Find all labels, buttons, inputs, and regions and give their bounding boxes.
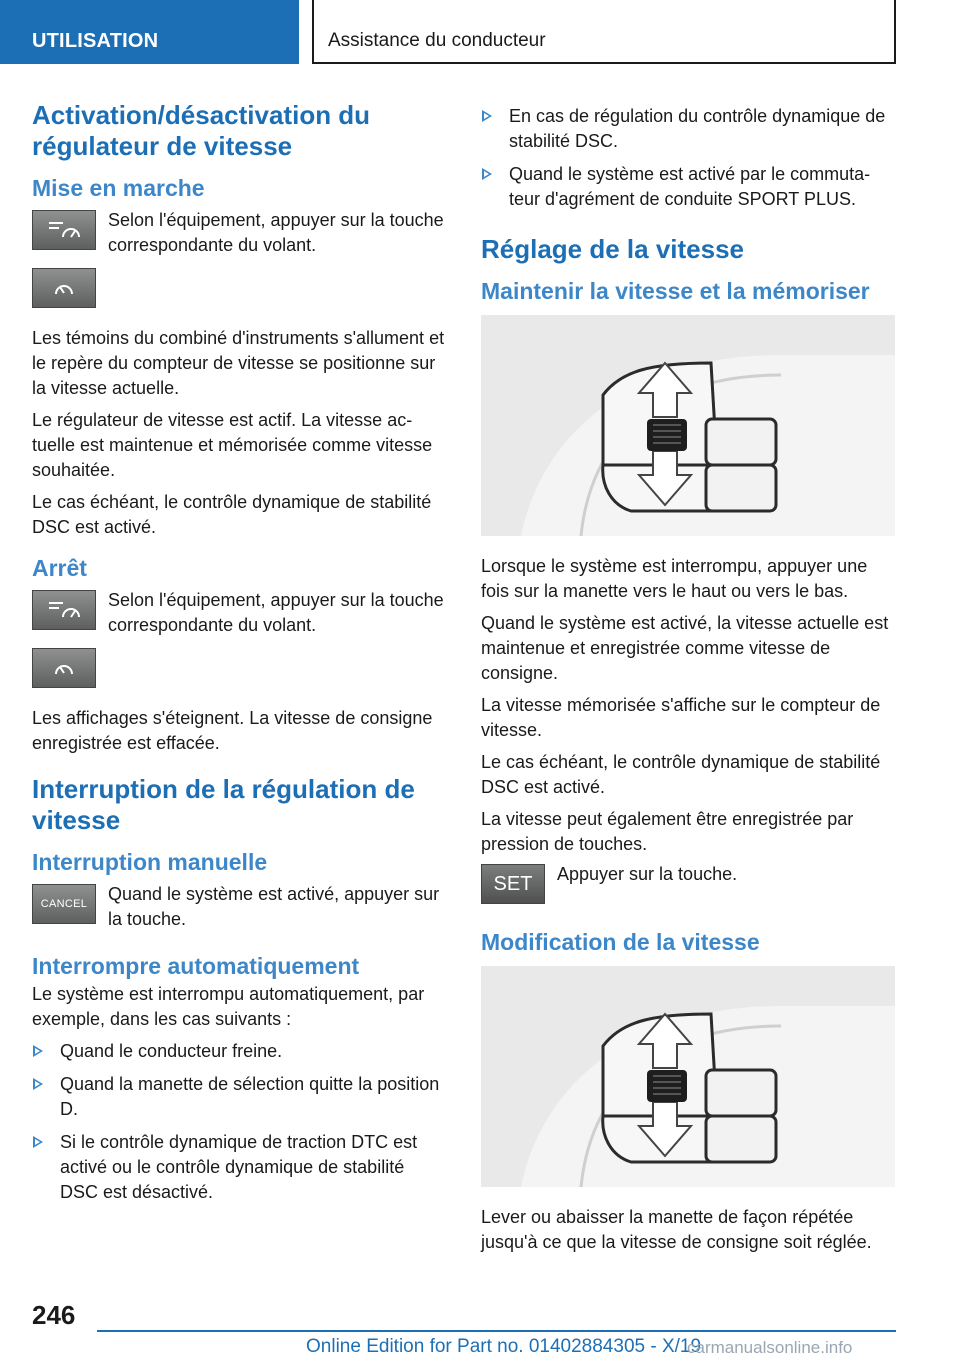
heading-stop: Arrêt	[32, 555, 87, 581]
start-p1: Les témoins du combiné d'instruments s'allument et le repère du compteur de vitesse se positionne sur la vitesse actuelle.	[32, 328, 445, 398]
cancel-button-icon: CANCEL	[32, 884, 96, 924]
list-item: Quand le conducteur freine.	[32, 1039, 446, 1064]
stop-p4: Les affichages s'éteignent. La vitesse de consigne enregistrée est effacée.	[32, 708, 433, 753]
set-text: Appuyer sur la touche.	[557, 864, 738, 884]
auto-text: Le système est interrompu automatiquement, par exemple, dans les cas suivants :	[32, 984, 425, 1029]
page-number: 246	[32, 1300, 76, 1330]
right-bullet-list	[481, 104, 895, 212]
heading-start: Mise en marche	[32, 175, 205, 201]
heading-keep-speed: Maintenir la vitesse et la mémoriser	[481, 278, 870, 304]
set-button-icon: SET	[481, 864, 545, 904]
set-instruction	[481, 864, 895, 904]
header-section-tab	[0, 0, 299, 64]
cruise-control-icon	[32, 590, 96, 630]
stop-text: Selon l'équipement, appuyer sur la touche correspondante du volant.	[108, 590, 444, 635]
start-text: Selon l'équipement, appuyer sur la touche correspondante du volant.	[108, 210, 444, 255]
speed-limiter-icon	[32, 648, 96, 688]
header-chapter-box	[312, 0, 896, 64]
heading-auto: Interrompre automatiquement	[32, 953, 360, 979]
watermark: carmanualsonline.info	[687, 1338, 853, 1357]
start-p2: Le régulateur de vitesse est actif. La vitesse actuelle est maintenue et mémorisée comme vitesse souhaitée.	[32, 410, 433, 480]
keep-p4: Le cas échéant, le contrôle dynamique de stabilité DSC est activé.	[481, 752, 881, 797]
heading-manual: Interruption manuelle	[32, 849, 268, 875]
header-chapter: Assistance du conducteur	[328, 30, 546, 51]
bullet-triangle-icon	[33, 1045, 43, 1057]
manual-text: Quand le système est activé, appuyer sur la touche.	[108, 884, 440, 929]
heading-activation: Activation/désactivation du régulateur de vitesse	[32, 100, 371, 161]
heading-speed-setting: Réglage de la vitesse	[481, 234, 745, 264]
list-item: Si le contrôle dynamique de traction DTC est activé ou le contrôle dynamique de stabilité DSC est désactivé.	[32, 1130, 446, 1205]
stop-instruction	[32, 590, 446, 638]
cruise-control-icon	[32, 210, 96, 250]
footer-divider	[97, 1330, 896, 1332]
header-section: UTILISATION	[32, 30, 159, 52]
manual-instruction	[32, 884, 446, 932]
footer-edition: Online Edition for Part no. 01402884305 - X/19	[306, 1336, 702, 1357]
start-p3: Le cas échéant, le contrôle dynamique de stabilité DSC est activé.	[32, 492, 432, 537]
bullet-triangle-icon	[482, 110, 492, 122]
auto-bullet-list	[32, 1039, 446, 1205]
right-column	[481, 100, 895, 1262]
bullet-triangle-icon	[33, 1136, 43, 1148]
heading-modify-speed: Modification de la vitesse	[481, 929, 760, 955]
keep-p5: La vitesse peut également être enregistrée par pression de touches.	[481, 809, 854, 854]
bullet-triangle-icon	[33, 1078, 43, 1090]
keep-p1: Lorsque le système est interrompu, appuyer une fois sur la manette vers le haut ou vers le bas.	[481, 556, 868, 601]
list-item: Quand le système est activé par le commutateur d'agrément de conduite SPORT PLUS.	[481, 162, 895, 212]
bullet-triangle-icon	[482, 168, 492, 180]
steering-wheel-control-photo	[481, 315, 895, 536]
modify-p6: Lever ou abaisser la manette de façon répétée jusqu'à ce que la vitesse de consigne soit réglée.	[481, 1207, 872, 1252]
keep-p2: Quand le système est activé, la vitesse actuelle est maintenue et enregistrée comme vitesse de consigne.	[481, 613, 889, 683]
list-item: En cas de régulation du contrôle dynamique de stabilité DSC.	[481, 104, 895, 154]
left-column	[32, 100, 446, 1213]
speed-limiter-icon	[32, 268, 96, 308]
start-instruction	[32, 210, 446, 258]
keep-p3: La vitesse mémorisée s'affiche sur le compteur de vitesse.	[481, 695, 881, 740]
steering-wheel-control-photo	[481, 966, 895, 1187]
heading-interrupt: Interruption de la régulation de vitesse	[32, 774, 415, 835]
list-item: Quand la manette de sélection quitte la position D.	[32, 1072, 446, 1122]
